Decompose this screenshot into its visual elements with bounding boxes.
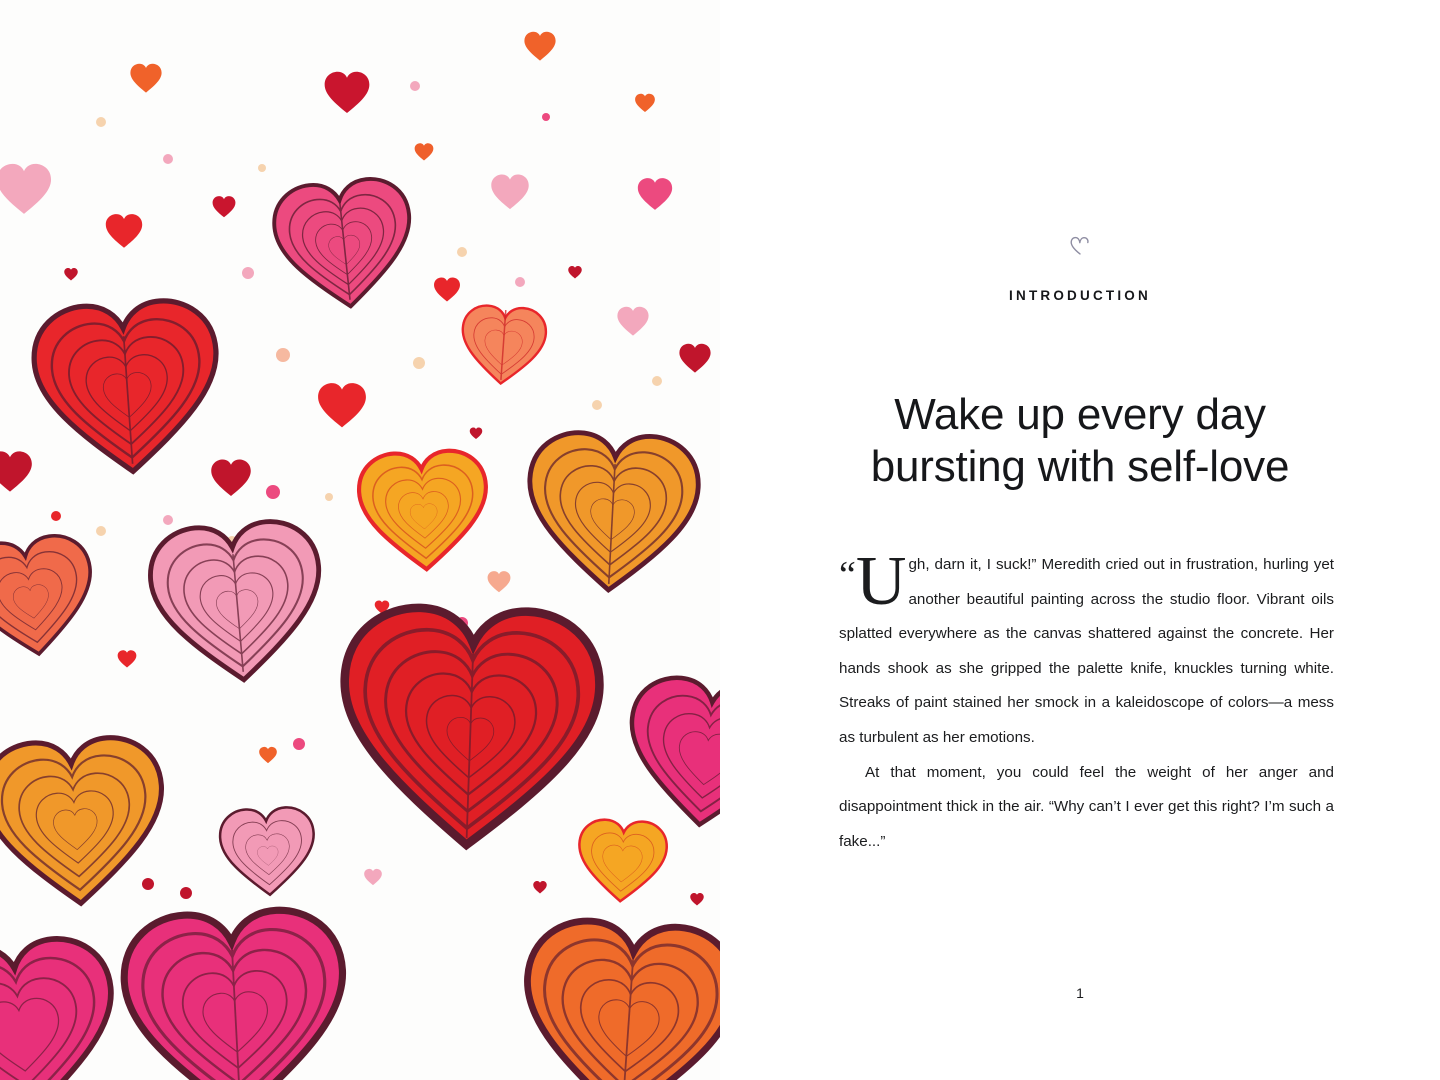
dropcap-letter: U — [855, 543, 907, 620]
open-quote: “ — [839, 554, 856, 596]
section-eyebrow: INTRODUCTION — [1009, 288, 1151, 303]
paragraph-1 — [839, 543, 1334, 756]
text-page — [720, 0, 1440, 1080]
heart-outline-icon — [720, 232, 1440, 263]
paragraph-2: At that moment, you could feel the weight of her anger and disappointment thick in the air. “Why can’t I ever get this right? I’m such a fake...” — [839, 763, 1334, 850]
body-copy — [839, 543, 1334, 859]
page-title — [780, 389, 1380, 493]
page-number: 1 — [1076, 985, 1084, 1001]
page-title-line-2: bursting with self-love — [870, 442, 1290, 492]
dropcap-group — [839, 543, 907, 620]
paragraph-1-text: gh, darn it, I suck!” Meredith cried out in frustration, hurling yet another beautiful painting across the studio floor. Vibrant oils splatted everywhere as the canvas shattered against the concrete. Her hands shook as she gripped the palette knife, knuckles turning white. Streaks of paint stained her smock in a kaleidoscope of colors—a mess as turbulent as her emotions. — [839, 556, 1334, 746]
page-title-line-1: Wake up every day — [894, 390, 1266, 440]
